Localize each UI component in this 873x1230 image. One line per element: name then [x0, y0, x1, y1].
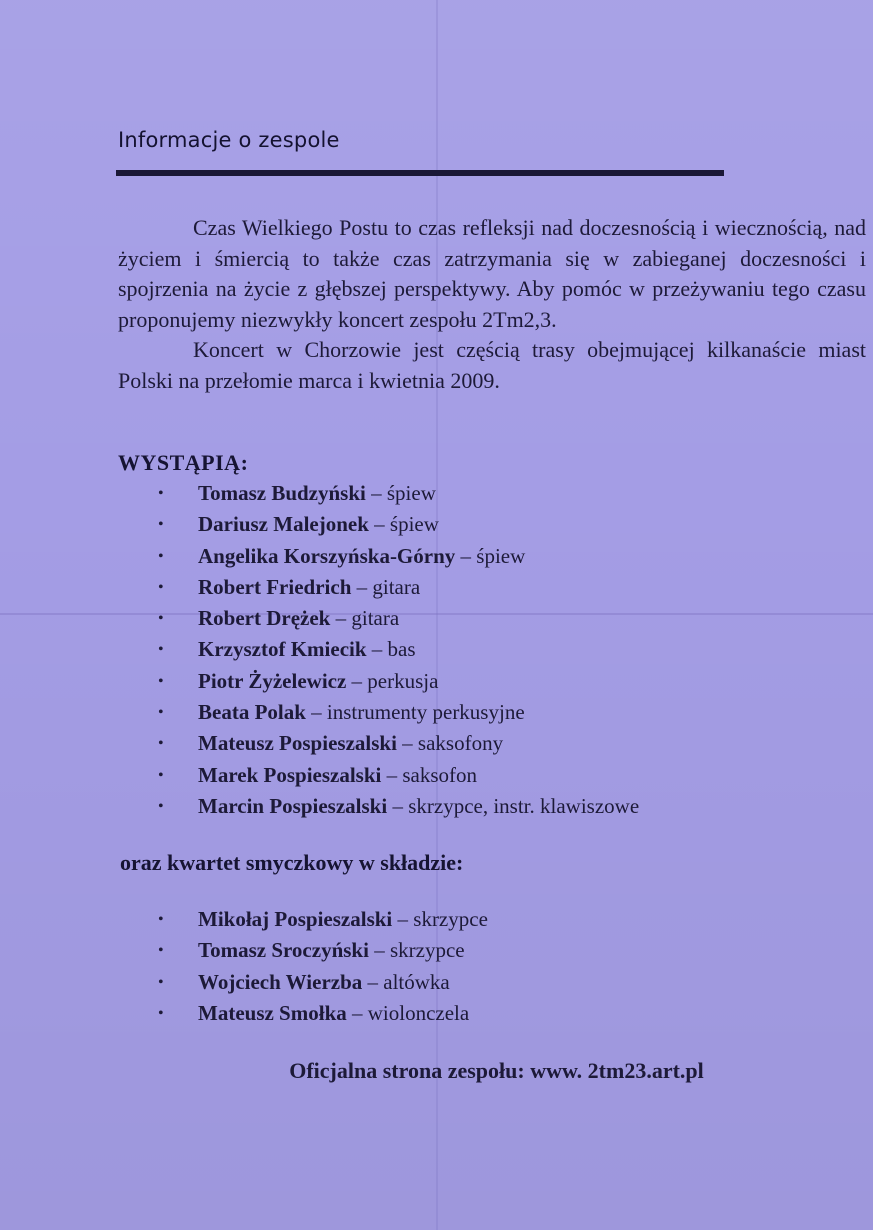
member-role: – skrzypce [392, 907, 488, 931]
official-website-line: Oficjalna strona zespołu: www. 2tm23.art.pl [289, 1058, 704, 1083]
member-role: – śpiew [455, 543, 526, 568]
list-item [118, 666, 639, 697]
intro-paragraph-1: Czas Wielkiego Postu to czas refleksji nad doczesnością i wiecznością, nad życiem i śmiercią to także czas zatrzymania się w zabieganej doczesności i spojrzenia na życie z głębszej perspektywy. Aby pomóc w przeżywaniu tego czasu proponujemy niezwykły koncert zespołu 2Tm2,3. [118, 215, 866, 332]
member-name: Robert Drężek [198, 606, 331, 631]
member-name: Mateusz Smołka [198, 1000, 347, 1025]
list-item [118, 935, 488, 966]
quartet-title: oraz kwartet smyczkowy w składzie: [120, 850, 464, 875]
member-role: – skrzypce, instr. klawiszowe [387, 793, 640, 818]
bullet-icon: • [158, 610, 164, 628]
member-name: Wojciech Wierzba [198, 969, 363, 994]
list-item [118, 572, 639, 603]
bullet-icon: • [158, 641, 164, 659]
performers-title: WYSTĄPIĄ: [118, 450, 249, 475]
bullet-icon: • [158, 735, 164, 753]
bullet-icon: • [158, 1004, 164, 1022]
member-name: Piotr Żyżelewicz [198, 668, 347, 693]
list-item [118, 634, 639, 665]
member-name: Mikołaj Pospieszalski [198, 907, 393, 931]
list-item [118, 509, 639, 540]
bullet-icon: • [158, 942, 164, 960]
bullet-icon: • [158, 516, 164, 534]
bullet-icon: • [158, 797, 164, 815]
member-name: Robert Friedrich [198, 574, 352, 599]
intro-text [118, 213, 866, 396]
member-role: – śpiew [368, 512, 439, 537]
list-item [118, 998, 488, 1029]
list-item [118, 697, 639, 728]
member-role: – śpiew [365, 481, 436, 505]
bullet-icon: • [158, 547, 164, 565]
member-name: Tomasz Budzyński [198, 481, 366, 505]
member-role: – gitara [330, 606, 400, 631]
member-name: Marcin Pospieszalski [198, 793, 388, 818]
bullet-icon: • [158, 973, 164, 991]
member-name: Marek Pospieszalski [198, 762, 382, 787]
member-role: – altówka [362, 969, 450, 994]
member-name: Krzysztof Kmiecik [198, 637, 367, 662]
list-item [118, 967, 488, 998]
title-underline [116, 170, 724, 176]
member-role: – gitara [351, 574, 421, 599]
list-item [118, 478, 639, 509]
member-name: Mateusz Pospieszalski [198, 731, 397, 756]
member-name: Beata Polak [198, 700, 306, 725]
member-name: Angelika Korszyńska-Górny [198, 543, 456, 568]
list-item [118, 603, 639, 634]
member-name: Dariusz Malejonek [198, 512, 369, 537]
member-role: – bas [366, 637, 416, 662]
bullet-icon: • [158, 766, 164, 784]
member-role: – saksofon [381, 762, 478, 787]
bullet-icon: • [158, 911, 164, 928]
bullet-icon: • [158, 704, 164, 722]
intro-paragraph-2: Koncert w Chorzowie jest częścią trasy obejmującej kilkanaście miast Polski na przełomie marca i kwietnia 2009. [118, 337, 866, 393]
performers-list [118, 478, 639, 822]
list-item [118, 541, 639, 572]
bullet-icon: • [158, 485, 164, 502]
member-role: – wiolonczela [346, 1000, 470, 1025]
list-item [118, 728, 639, 759]
page-title: Informacje o zespole [118, 128, 340, 152]
member-role: – saksofony [396, 731, 504, 756]
member-role: – perkusja [346, 668, 439, 693]
member-role: – instrumenty perkusyjne [305, 700, 525, 725]
list-item [118, 904, 488, 935]
member-name: Tomasz Sroczyński [198, 938, 369, 963]
bullet-icon: • [158, 578, 164, 596]
list-item [118, 791, 639, 822]
member-role: – skrzypce [368, 938, 465, 963]
list-item [118, 760, 639, 791]
bullet-icon: • [158, 672, 164, 690]
quartet-list [118, 904, 488, 1029]
